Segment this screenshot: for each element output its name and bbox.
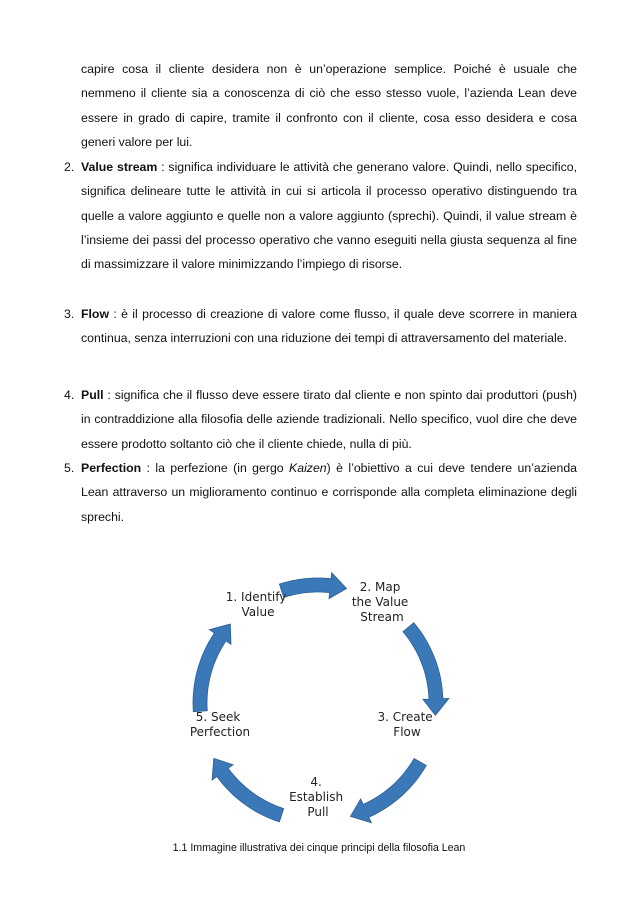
figure-caption: 1.1 Immagine illustrativa dei cinque principi della filosofia Lean <box>172 842 466 854</box>
cycle-arrow-5 <box>193 624 231 712</box>
cycle-arrow-4 <box>212 758 284 822</box>
step-3-label: 3. Create Flow <box>377 710 433 739</box>
lean-cycle-diagram <box>150 555 490 835</box>
list-body <box>81 302 577 351</box>
intro-paragraph: capire cosa il cliente desidera non è un’operazione semplice. Poiché è usuale che nemmeno il cliente sia a conoscenza di ciò che esso stesso vuole, l’azienda Lean deve essere in grado di capire, tramite il confronto con il cliente, cosa esso desidera e cosa generi valore per lui. <box>81 62 577 149</box>
list-number: 2. <box>64 160 75 174</box>
step-5-label: 5. Seek Perfection <box>189 710 251 739</box>
list-term: Flow <box>81 307 110 321</box>
list-text: : significa che il flusso deve essere tirato dal cliente e non spinto dai produttori (push) in contraddizione alla filosofia delle aziende tradizionali. Nello specifico, vuol dire che deve essere prodotto soltanto ciò che il cliente chiede, nulla di più. <box>81 388 577 451</box>
step-4-label: 4. Establish Pull <box>289 775 344 819</box>
list-term: Perfection <box>81 461 142 475</box>
list-term: Value stream <box>81 160 158 174</box>
list-text: : la perfezione (in gergo <box>141 461 290 475</box>
step-2-label: 2. Map the Value Stream <box>351 580 409 624</box>
cycle-arrow-3 <box>351 759 427 823</box>
list-term: Pull <box>81 388 104 402</box>
cycle-svg <box>150 555 490 835</box>
list-number: 4. <box>64 388 75 402</box>
list-body <box>81 456 577 529</box>
list-text: ) è l’obiettivo a cui deve tendere un’azienda Lean attraverso un miglioramento continuo e corrisponde alla completa eliminazione degli sprechi. <box>81 461 578 524</box>
list-text: : è il processo di creazione di valore come flusso, il quale deve scorrere in maniera continua, senza interruzioni con una riduzione dei tempi di attraversamento del materiale. <box>81 307 577 346</box>
cycle-arrow-2 <box>403 623 449 716</box>
step-1-label: 1. Identify Value <box>225 590 287 619</box>
list-body <box>81 155 577 276</box>
list-body <box>81 383 577 456</box>
list-number: 5. <box>64 461 75 475</box>
list-term-italic: Kaizen <box>289 461 327 475</box>
list-number: 3. <box>64 307 75 321</box>
list-text: : significa individuare le attività che generano valore. Quindi, nello specifico, significa delineare tutte le attività in cui si articola il processo operativo distinguendo tra quelle a valore aggiunto e quelle non a valore aggiunto (sprechi). Quindi, il value stream è l’insieme dei passi del processo operativo che vanno eseguiti nella giusta sequenza al fine di massimizzare il valore minimizzando l’impiego di risorse. <box>81 160 577 272</box>
